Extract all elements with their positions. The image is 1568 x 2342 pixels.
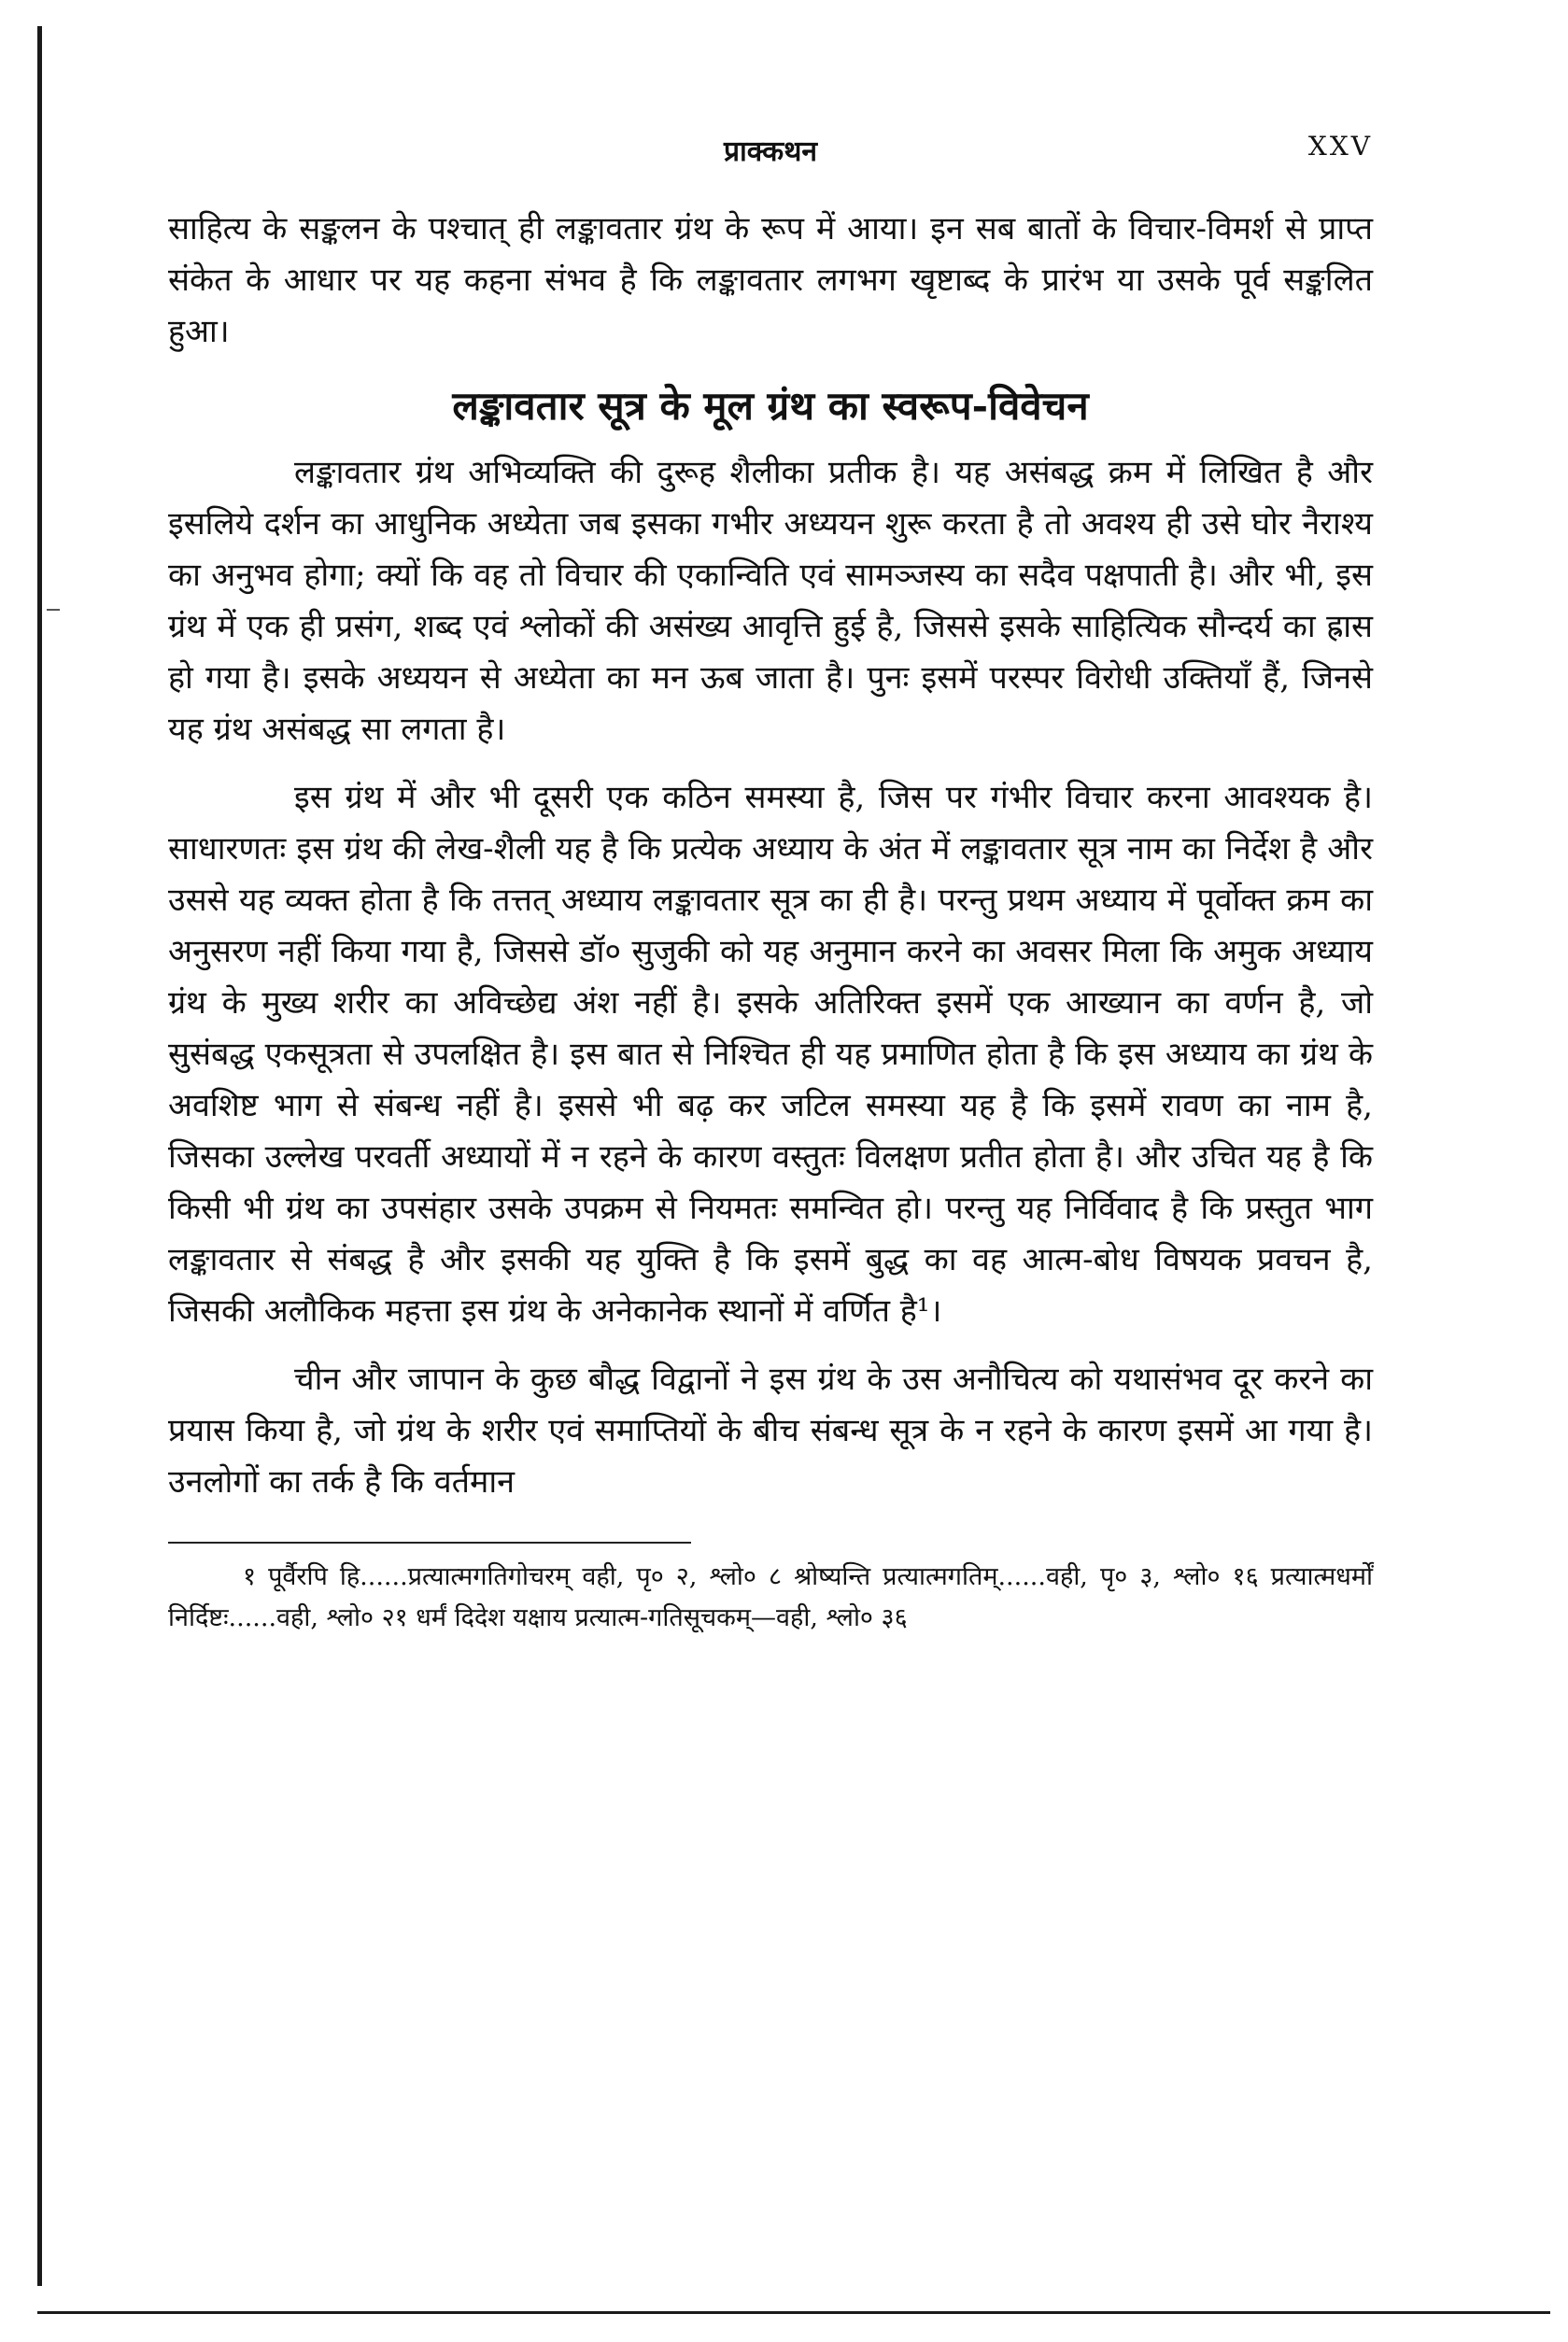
paragraph-4: चीन और जापान के कुछ बौद्ध विद्वानों ने इस ग्रंथ के उस अनौचित्य को यथासंभव दूर करने का प्रयास किया है, जो ग्रंथ के शरीर एवं समाप्तियों के बीच संबन्ध सूत्र के न रहने के कारण इसमें आ गया है। उनलोगों का तर्क है कि वर्तमान: [168, 1361, 1373, 1501]
page-header: [168, 131, 1373, 174]
footnote-divider: [168, 1542, 691, 1544]
footnote: १ पूर्वैरपि हि......प्रत्यात्मगतिगोचरम् वही, पृ० २, श्लो० ८ श्रोष्यन्ति प्रत्यात्मगतिम्......वही, पृ० ३, श्लो० १६ प्रत्यात्मधर्मों निर्दिष्टः......वही, श्लो० २१ धर्मं दिदेश यक्षाय प्रत्यात्म-गतिसूचकम्—वही, श्लो० ३६: [168, 1562, 1373, 1632]
page-body: [168, 204, 1373, 1639]
paragraph-3: इस ग्रंथ में और भी दूसरी एक कठिन समस्या है, जिस पर गंभीर विचार करना आवश्यक है। साधारणतः इस ग्रंथ की लेख-शैली यह है कि प्रत्येक अध्याय के अंत में लङ्कावतार सूत्र नाम का निर्देश है और उससे यह व्यक्त होता है कि तत्तत् अध्याय लङ्कावतार सूत्र का ही है। परन्तु प्रथम अध्याय में पूर्वोक्त क्रम का अनुसरण नहीं किया गया है, जिससे डॉ० सुजुकी को यह अनुमान करने का अवसर मिला कि अमुक अध्याय ग्रंथ के मुख्य शरीर का अविच्छेद्य अंश नहीं है। इसके अतिरिक्त इसमें एक आख्यान का वर्णन है, जो सुसंबद्ध एकसूत्रता से उपलक्षित है। इस बात से निश्चित ही यह प्रमाणित होता है कि इस अध्याय का ग्रंथ के अवशिष्ट भाग से संबन्ध नहीं है। इससे भी बढ़ कर जटिल समस्या यह है कि इसमें रावण का नाम है, जिसका उल्लेख परवर्ती अध्यायों में न रहने के कारण वस्तुतः विलक्षण प्रतीत होता है। और उचित यह है कि किसी भी ग्रंथ का उपसंहार उसके उपक्रम से नियमतः समन्वित हो। परन्तु यह निर्विवाद है कि प्रस्तुत भाग लङ्कावतार से संबद्ध है और इसकी यह युक्ति है कि इसमें बुद्ध का वह आत्म-बोध विषयक प्रवचन है, जिसकी अलौकिक महत्ता इस ग्रंथ के अनेकानेक स्थानों में वर्णित है¹।: [168, 779, 1373, 1330]
paragraph-2: लङ्कावतार ग्रंथ अभिव्यक्ति की दुरूह शैलीका प्रतीक है। यह असंबद्ध क्रम में लिखित है और इसलिये दर्शन का आधुनिक अध्येता जब इसका गभीर अध्ययन शुरू करता है तो अवश्य ही उसे घोर नैराश्य का अनुभव होगा; क्यों कि वह तो विचार की एकान्विति एवं सामञ्जस्य का सदैव पक्षपाती है। और भी, इस ग्रंथ में एक ही प्रसंग, शब्द एवं श्लोकों की असंख्य आवृत्ति हुई है, जिससे इसके साहित्यिक सौन्दर्य का ह्रास हो गया है। इसके अध्ययन से अध्येता का मन ऊब जाता है। पुनः इसमें परस्पर विरोधी उक्तियाँ हैं, जिनसे यह ग्रंथ असंबद्ध सा लगता है।: [168, 454, 1373, 748]
margin-tick-mark: [47, 609, 60, 611]
running-title: प्राक्कथन: [723, 135, 818, 168]
page-number: XXV: [1307, 131, 1373, 162]
section-heading: लङ्कावतार सूत्र के मूल ग्रंथ का स्वरूप-विवेचन: [452, 383, 1089, 429]
page-left-margin-rule: [37, 26, 42, 2286]
page-bottom-rule: [37, 2311, 1550, 2314]
paragraph-1: साहित्य के सङ्कलन के पश्चात् ही लङ्कावतार ग्रंथ के रूप में आया। इन सब बातों के विचार-विमर्श से प्राप्त संकेत के आधार पर यह कहना संभव है कि लङ्कावतार लगभग खृष्टाब्द के प्रारंभ या उसके पूर्व सङ्कलित हुआ।: [168, 210, 1373, 350]
